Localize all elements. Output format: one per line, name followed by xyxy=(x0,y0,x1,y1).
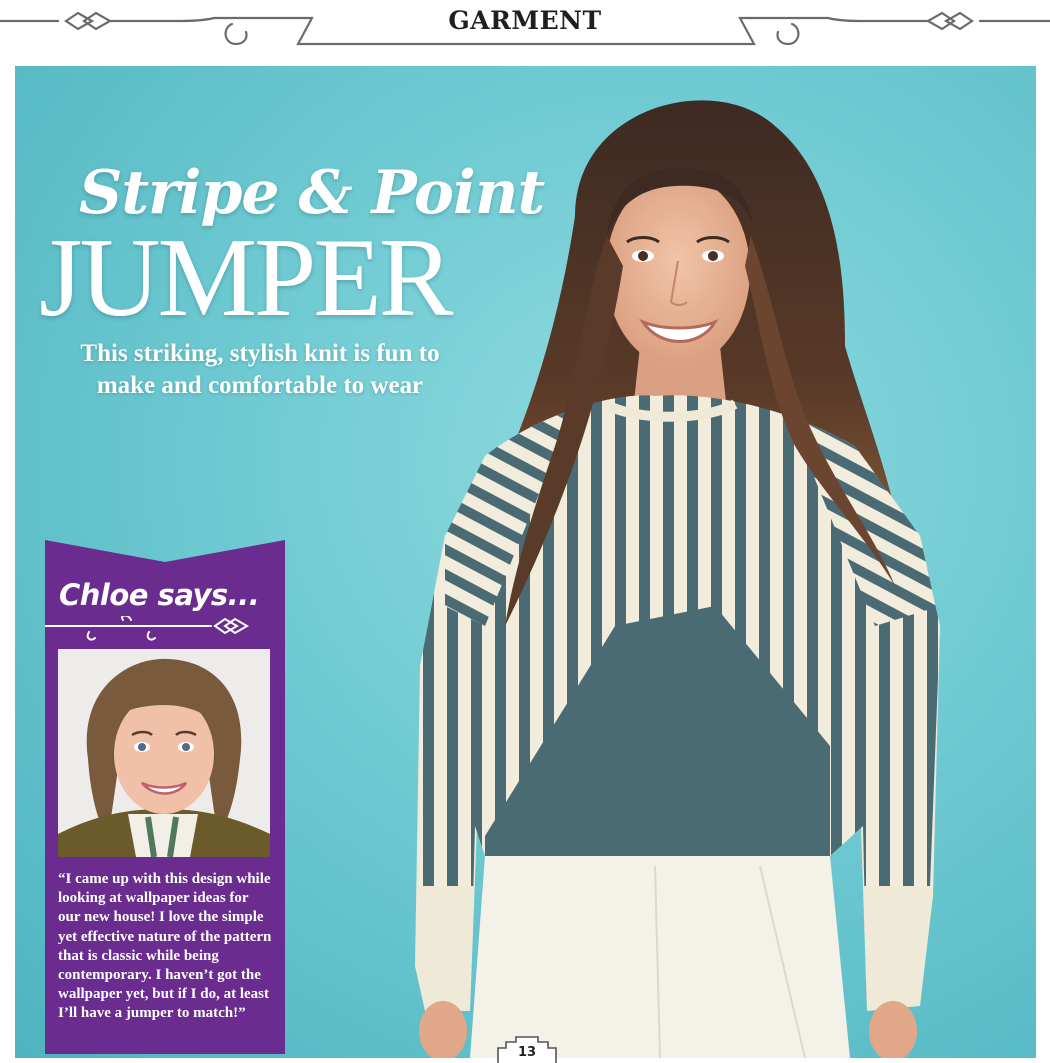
hero-photo-area xyxy=(15,66,1036,1058)
page-header xyxy=(0,0,1050,62)
subtitle-line-2: make and comfortable to wear xyxy=(96,372,424,399)
designer-quote: “I came up with this design while looking at wallpaper ideas for our new house! I love the simple yet effective nature of the pattern that is classic while being contemporary. I haven’t got the wallpaper yet, but if I do, at least I’ll have a jumper to match!” xyxy=(58,871,272,1022)
section-label: GARMENT xyxy=(448,6,602,35)
subtitle xyxy=(45,338,475,402)
designer-photo xyxy=(58,649,270,857)
panel-heading: Chloe says... xyxy=(59,578,260,612)
page-number: 13 xyxy=(517,1045,537,1060)
designer-panel xyxy=(45,540,285,1054)
panel-ornament xyxy=(45,616,285,646)
page-number-tab xyxy=(496,1036,558,1063)
title-main: JUMPER xyxy=(39,216,451,340)
title-script: Stripe & Point xyxy=(79,158,545,228)
subtitle-line-1: This striking, stylish knit is fun to xyxy=(80,340,440,367)
